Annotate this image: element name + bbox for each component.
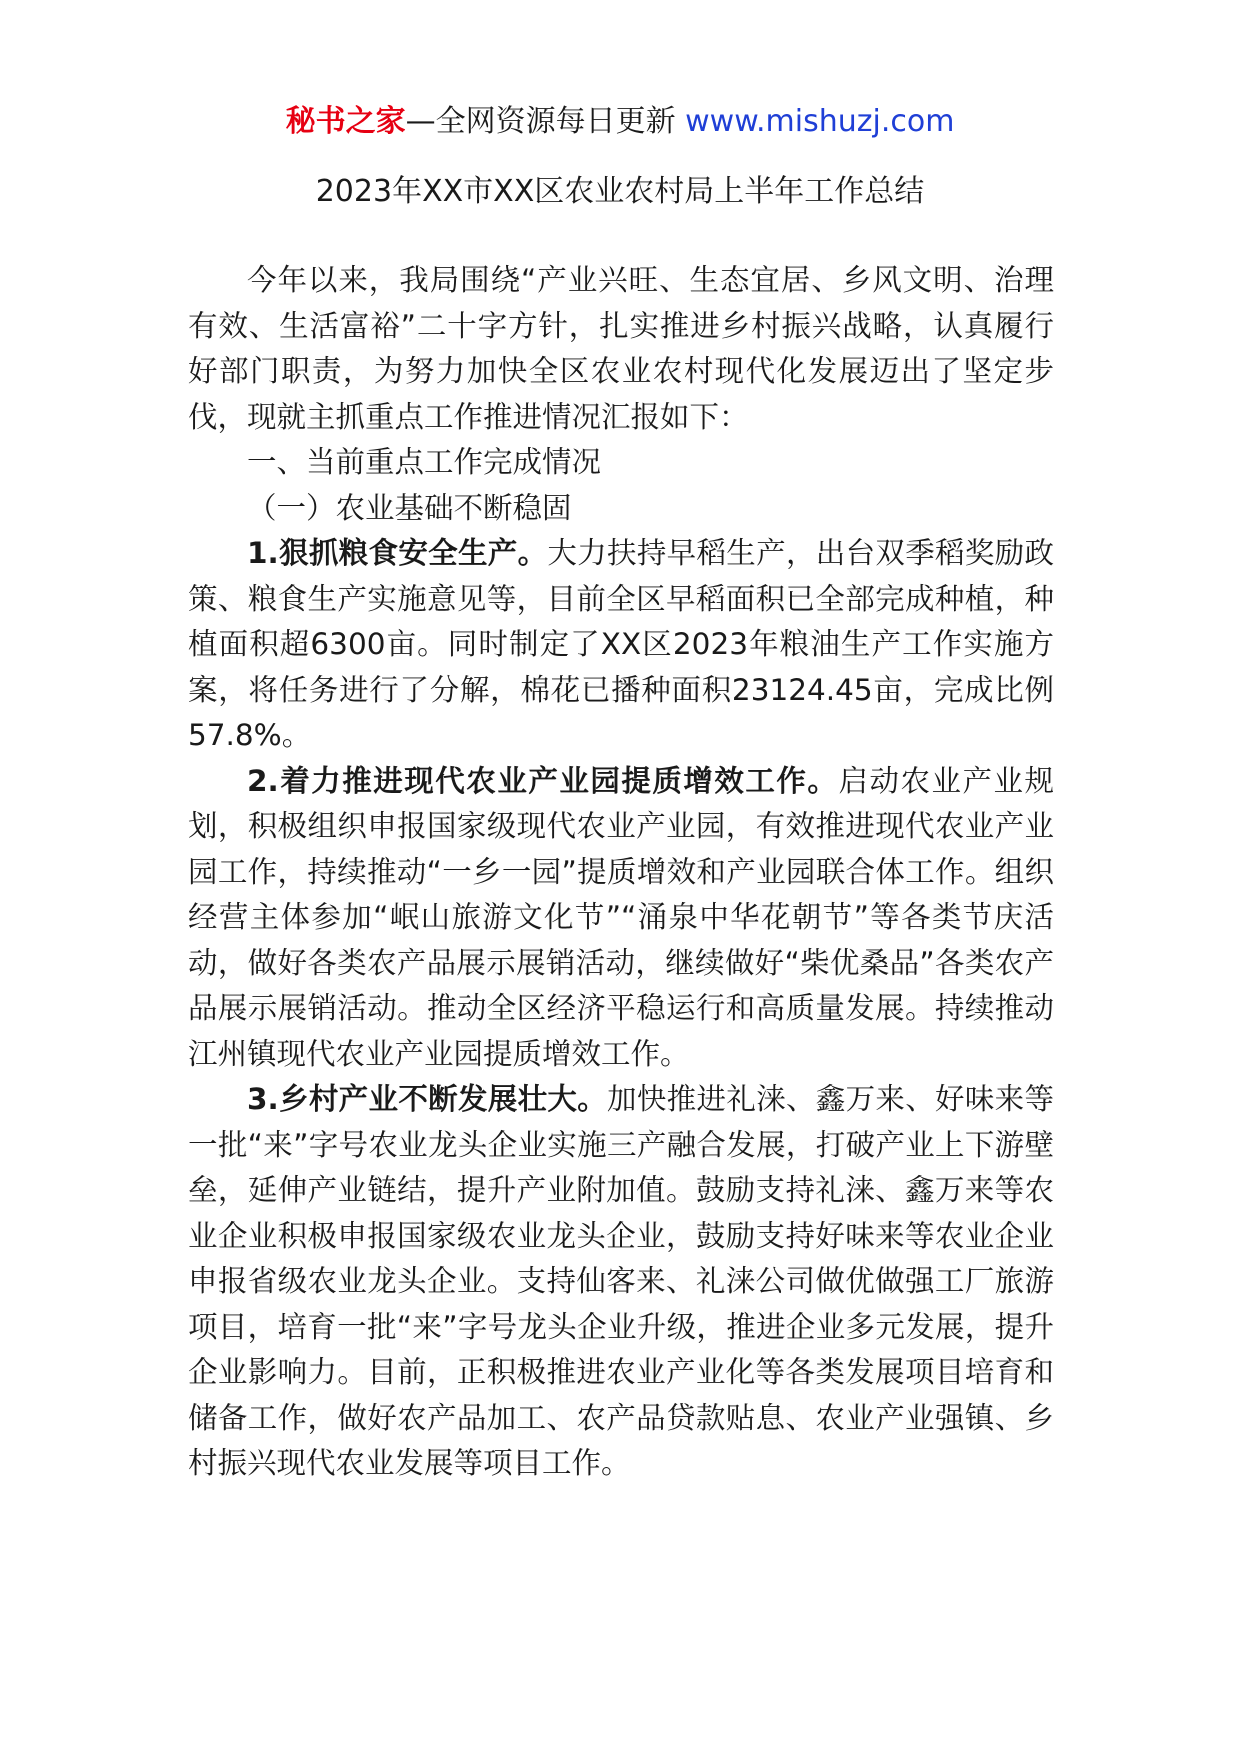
- banner-brand: 秘书之家: [285, 104, 406, 139]
- banner-tagline: —全网资源每日更新: [405, 104, 686, 139]
- item-paragraph-1: [188, 531, 1054, 759]
- subsection-heading: （一）农业基础不断稳固: [247, 490, 572, 525]
- item-paragraph-3: [188, 1077, 1054, 1487]
- section-heading: 一、当前重点工作完成情况: [247, 445, 602, 479]
- item-text: 大力扶持早稻生产，出台双季稻奖励政策、粮食生产实施意见等，目前全区早稻面积已全部完成种植，种植面积超6300亩。同时制定了XX区2023年粮油生产工作实施方案，将任务进行了分解，棉花已播种面积23124.45亩，完成比例57.8%。: [188, 536, 1054, 752]
- item-text: 启动农业产业规划，积极组织申报国家级现代农业产业园，有效推进现代农业产业园工作，持续推动“一乡一园”提质增效和产业园联合体工作。组织经营主体参加“岷山旅游文化节”“涌泉中华花朝节”等各类节庆活动，做好各类农产品展示展销活动，继续做好“柴优桑品”各类农产品展示展销活动。推动全区经济平稳运行和高质量发展。持续推动江州镇现代农业产业园提质增效工作。: [188, 763, 1054, 1071]
- item-lead: 2.着力推进现代农业产业园提质增效工作。: [247, 763, 839, 798]
- banner-url-link[interactable]: www.mishuzj.com: [685, 104, 955, 139]
- site-banner: [0, 100, 1240, 144]
- item-lead: 3.乡村产业不断发展壮大。: [247, 1082, 608, 1116]
- item-text: 加快推进礼涞、鑫万来、好味来等一批“来”字号农业龙头企业实施三产融合发展，打破产业上下游壁垒，延伸产业链结，提升产业附加值。鼓励支持礼涞、鑫万来等农业企业积极申报国家级农业龙头企业，鼓励支持好味来等农业企业申报省级农业龙头企业。支持仙客来、礼涞公司做优做强工厂旅游项目，培育一批“来”字号龙头企业升级，推进企业多元发展，提升企业影响力。目前，正积极推进农业产业化等各类发展项目培育和储备工作，做好农产品加工、农产品贷款贴息、农业产业强镇、乡村振兴现代农业发展等项目工作。: [188, 1082, 1054, 1480]
- item-lead: 1.狠抓粮食安全生产。: [247, 536, 548, 570]
- document-body: [188, 258, 1054, 1487]
- item-paragraph-2: [188, 759, 1054, 1078]
- intro-paragraph: 今年以来，我局围绕“产业兴旺、生态宜居、乡风文明、治理有效、生活富裕”二十字方针，扎实推进乡村振兴战略，认真履行好部门职责，为努力加快全区农业农村现代化发展迈出了坚定步伐，现就主抓重点工作推进情况汇报如下：: [188, 263, 1054, 434]
- document-title: 2023年XX市XX区农业农村局上半年工作总结: [315, 174, 925, 209]
